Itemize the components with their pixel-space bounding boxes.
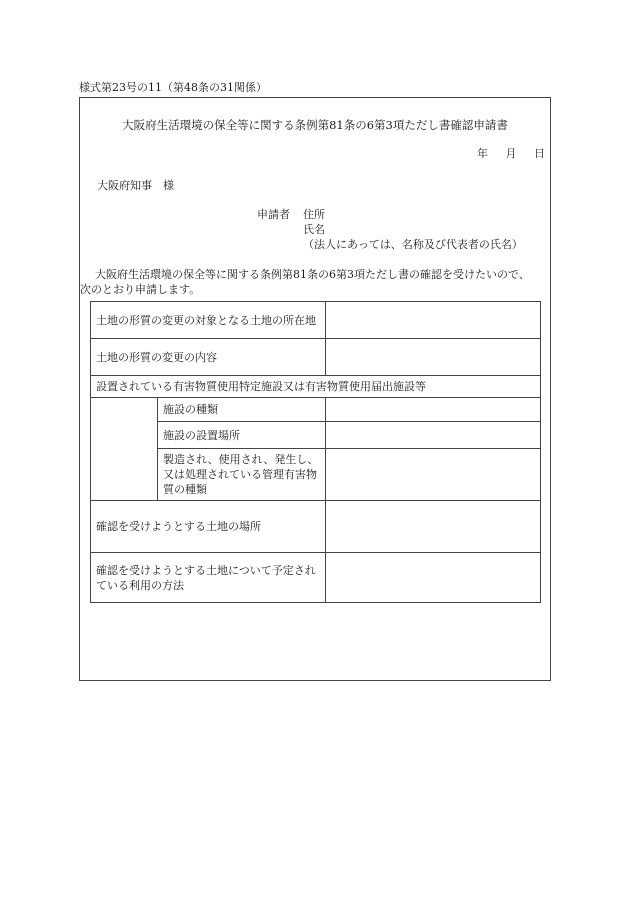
date-year-label: 年 xyxy=(477,147,488,160)
document-title: 大阪府生活環境の保全等に関する条例第81条の6第3項ただし書確認申請書 xyxy=(122,118,508,132)
table-row xyxy=(91,422,541,449)
table-row xyxy=(91,302,541,339)
table-row xyxy=(91,501,541,553)
facility-indent-cell xyxy=(91,398,158,501)
table-row xyxy=(91,449,541,501)
change-content-label: 土地の形質の変更の内容 xyxy=(91,339,326,376)
confirm-land-location-label: 確認を受けようとする土地の場所 xyxy=(91,501,326,553)
facility-type-label: 施設の種類 xyxy=(158,398,326,422)
date-line xyxy=(477,145,545,161)
form-number-label: 様式第23号の11（第48条の31関係） xyxy=(79,81,267,94)
land-location-label: 土地の形質の変更の対象となる土地の所在地 xyxy=(91,302,326,339)
addressee: 大阪府知事 様 xyxy=(97,179,174,192)
date-month-label: 月 xyxy=(505,147,517,160)
statement-line-1: 大阪府生活環境の保全等に関する条例第81条の6第3項ただし書の確認を受けたいので、 xyxy=(95,268,530,281)
managed-substance-label: 製造され、使用され、発生し、又は処理されている管理有害物質の種類 xyxy=(158,449,326,501)
table-row xyxy=(91,339,541,376)
application-table xyxy=(90,301,541,603)
applicant-note: （法人にあっては、名称及び代表者の氏名） xyxy=(303,238,523,251)
date-day-label: 日 xyxy=(534,147,545,160)
table-row xyxy=(91,376,541,398)
table-row xyxy=(91,398,541,422)
managed-substance-field[interactable] xyxy=(326,449,541,501)
table-row xyxy=(91,553,541,603)
confirm-land-location-field[interactable] xyxy=(326,501,541,553)
applicant-address-label: 住所 xyxy=(303,208,325,221)
application-statement xyxy=(80,267,550,297)
facility-section-heading: 設置されている有害物質使用特定施設又は有害物質使用届出施設等 xyxy=(91,376,541,398)
land-location-field[interactable] xyxy=(326,302,541,339)
applicant-name-label: 氏名 xyxy=(303,223,325,236)
facility-type-field[interactable] xyxy=(326,398,541,422)
change-content-field[interactable] xyxy=(326,339,541,376)
facility-location-field[interactable] xyxy=(326,422,541,449)
facility-location-label: 施設の設置場所 xyxy=(158,422,326,449)
applicant-label: 申請者 xyxy=(257,208,290,221)
statement-line-2: 次のとおり申請します。 xyxy=(80,283,201,296)
planned-use-field[interactable] xyxy=(326,553,541,603)
planned-use-label: 確認を受けようとする土地について予定されている利用の方法 xyxy=(91,553,326,603)
